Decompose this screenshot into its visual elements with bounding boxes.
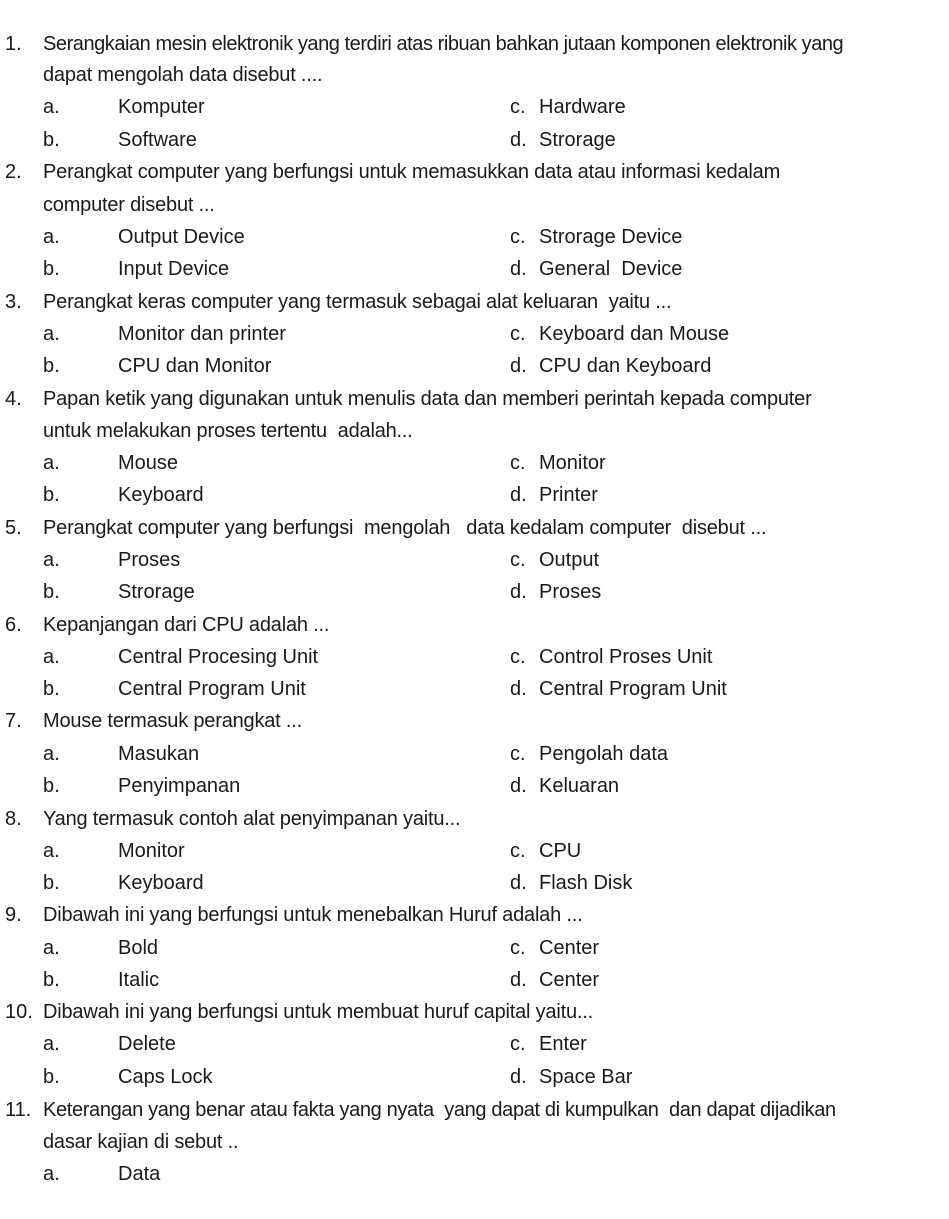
option-d: Flash Disk	[539, 872, 633, 894]
option-d: General Device	[539, 258, 683, 280]
option-letter: a.	[43, 226, 60, 248]
option-letter: d.	[510, 484, 527, 506]
question-number: 2.	[5, 161, 22, 183]
question-number: 7.	[5, 710, 22, 732]
question-text-continued: dasar kajian di sebut ..	[43, 1131, 239, 1153]
option-letter: a.	[43, 840, 60, 862]
question-number: 10.	[5, 1001, 33, 1023]
option-letter: a.	[43, 96, 60, 118]
question-number: 3.	[5, 291, 22, 313]
option-letter: a.	[43, 937, 60, 959]
question-text: Papan ketik yang digunakan untuk menulis data dan memberi perintah kepada computer	[43, 388, 812, 410]
option-letter: c.	[510, 323, 526, 345]
question-text: Perangkat keras computer yang termasuk sebagai alat keluaran yaitu ...	[43, 291, 672, 313]
option-b: Input Device	[118, 258, 230, 280]
option-b: Keyboard	[118, 872, 204, 894]
option-letter: d.	[510, 129, 527, 151]
option-letter: c.	[510, 226, 526, 248]
question-text-continued: computer disebut ...	[43, 194, 215, 216]
option-a: Data	[118, 1163, 161, 1185]
question-number: 9.	[5, 904, 22, 926]
option-a: Monitor	[118, 840, 185, 862]
option-b: Caps Lock	[118, 1066, 213, 1088]
question-text: Yang termasuk contoh alat penyimpanan yaitu...	[43, 808, 461, 830]
option-d: Center	[539, 969, 600, 991]
question-number: 6.	[5, 614, 22, 636]
question-number: 5.	[5, 517, 22, 539]
option-letter: b.	[43, 484, 60, 506]
option-letter: b.	[43, 1066, 60, 1088]
option-letter: c.	[510, 452, 526, 474]
option-a: Masukan	[118, 743, 200, 765]
question-text: Kepanjangan dari CPU adalah ...	[43, 614, 330, 636]
question-number: 8.	[5, 808, 22, 830]
option-letter: b.	[43, 969, 60, 991]
option-letter: a.	[43, 1033, 60, 1055]
question-text: Dibawah ini yang berfungsi untuk membuat huruf capital yaitu...	[43, 1001, 593, 1023]
option-letter: b.	[43, 775, 60, 797]
option-b: Central Program Unit	[118, 678, 306, 700]
option-letter: d.	[510, 969, 527, 991]
option-letter: a.	[43, 452, 60, 474]
option-d: Strorage	[539, 129, 616, 151]
question-text: Perangkat computer yang berfungsi mengolah data kedalam computer disebut ...	[43, 517, 767, 539]
option-a: Output Device	[118, 226, 245, 248]
option-letter: d.	[510, 258, 527, 280]
question-text: Keterangan yang benar atau fakta yang nyata yang dapat di kumpulkan dan dapat dijadikan	[43, 1099, 836, 1121]
option-letter: d.	[510, 775, 527, 797]
question-number: 11.	[5, 1099, 32, 1121]
option-a: Delete	[118, 1033, 176, 1055]
option-a: Monitor dan printer	[118, 323, 286, 345]
option-b: CPU dan Monitor	[118, 355, 272, 377]
option-b: Italic	[118, 969, 160, 991]
option-a: Bold	[118, 937, 159, 959]
option-letter: c.	[510, 1033, 526, 1055]
question-number: 1.	[5, 33, 22, 55]
option-d: Proses	[539, 581, 602, 603]
question-number: 4.	[5, 388, 22, 410]
question-text: Perangkat computer yang berfungsi untuk memasukkan data atau informasi kedalam	[43, 161, 781, 183]
option-letter: a.	[43, 743, 60, 765]
option-letter: b.	[43, 581, 60, 603]
option-c: Output	[539, 549, 600, 571]
option-c: Strorage Device	[539, 226, 683, 248]
option-c: CPU	[539, 840, 582, 862]
option-a: Mouse	[118, 452, 179, 474]
option-b: Software	[118, 129, 197, 151]
option-letter: d.	[510, 678, 527, 700]
option-letter: d.	[510, 355, 527, 377]
option-letter: b.	[43, 678, 60, 700]
question-text: Mouse termasuk perangkat ...	[43, 710, 302, 732]
option-letter: c.	[510, 96, 526, 118]
option-c: Monitor	[539, 452, 606, 474]
question-text-continued: untuk melakukan proses tertentu adalah...	[43, 420, 413, 442]
option-d: Central Program Unit	[539, 678, 727, 700]
option-d: Printer	[539, 484, 598, 506]
option-a: Central Procesing Unit	[118, 646, 319, 668]
option-c: Keyboard dan Mouse	[539, 323, 730, 345]
option-letter: c.	[510, 937, 526, 959]
option-letter: b.	[43, 129, 60, 151]
option-letter: c.	[510, 840, 526, 862]
option-letter: d.	[510, 872, 527, 894]
option-letter: b.	[43, 258, 60, 280]
option-a: Proses	[118, 549, 181, 571]
option-c: Center	[539, 937, 600, 959]
option-letter: c.	[510, 549, 526, 571]
option-letter: c.	[510, 646, 526, 668]
option-c: Pengolah data	[539, 743, 669, 765]
option-d: Space Bar	[539, 1066, 633, 1088]
option-c: Enter	[539, 1033, 587, 1055]
option-letter: c.	[510, 743, 526, 765]
option-letter: a.	[43, 323, 60, 345]
option-letter: a.	[43, 549, 60, 571]
question-text: Serangkaian mesin elektronik yang terdiri atas ribuan bahkan jutaan komponen elektronik yang	[43, 33, 844, 55]
option-a: Komputer	[118, 96, 205, 118]
option-b: Keyboard	[118, 484, 204, 506]
option-d: Keluaran	[539, 775, 620, 797]
option-letter: d.	[510, 1066, 527, 1088]
option-c: Control Proses Unit	[539, 646, 713, 668]
option-letter: b.	[43, 872, 60, 894]
option-d: CPU dan Keyboard	[539, 355, 712, 377]
question-text-continued: dapat mengolah data disebut ....	[43, 64, 323, 86]
option-b: Penyimpanan	[118, 775, 241, 797]
option-letter: a.	[43, 1163, 60, 1185]
option-letter: b.	[43, 355, 60, 377]
question-text: Dibawah ini yang berfungsi untuk menebalkan Huruf adalah ...	[43, 904, 583, 926]
option-letter: d.	[510, 581, 527, 603]
option-b: Strorage	[118, 581, 195, 603]
option-c: Hardware	[539, 96, 626, 118]
option-letter: a.	[43, 646, 60, 668]
